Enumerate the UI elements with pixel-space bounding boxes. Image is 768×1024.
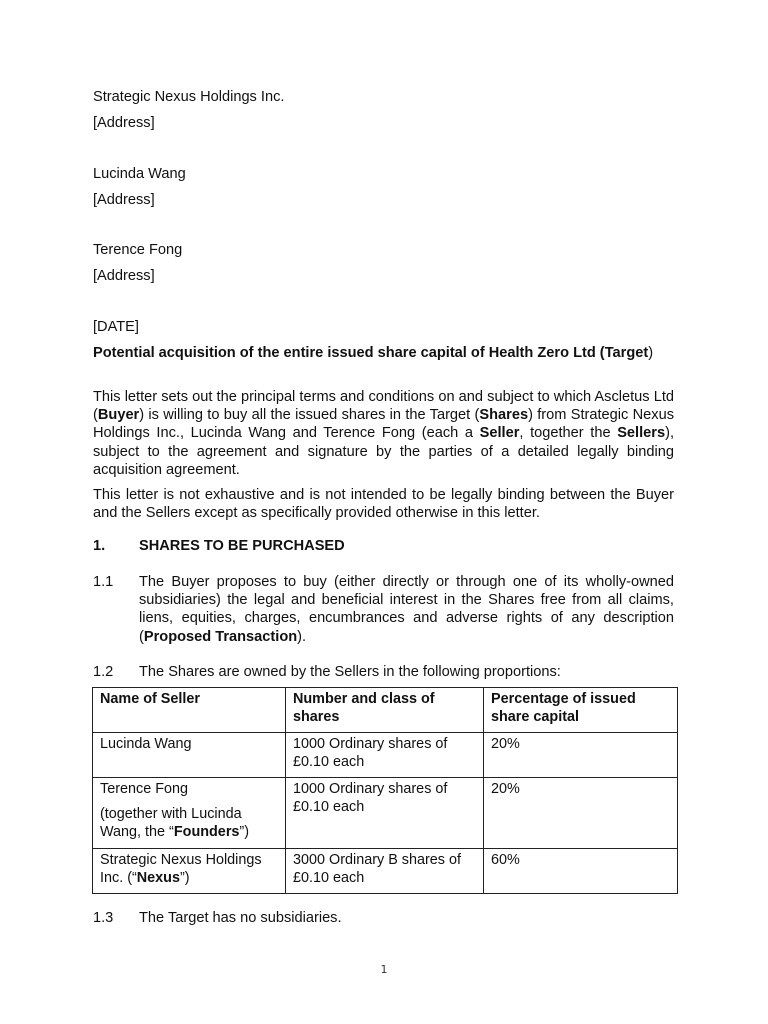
table-row	[93, 849, 678, 894]
percent-cell: 20%	[484, 733, 678, 778]
section-heading: SHARES TO BE PURCHASED	[139, 538, 345, 554]
intro-paragraph: This letter sets out the principal terms and conditions on and subject to which Ascletus Ltd (Buyer) is willing to buy all the issued shares in the Target (Shares) from Strategic Nexus Holdings Inc., Lucinda Wang and Terence Fong (each a Seller, together the Sellers), subject to the agreement and signature by the parties of a detailed legally binding acquisition agreement.	[93, 389, 674, 478]
clause-number: 1.1	[93, 574, 114, 590]
shares-cell: 3000 Ordinary B shares of £0.10 each	[286, 849, 484, 894]
addressee-name: Terence Fong	[93, 242, 183, 258]
non-binding-paragraph: This letter is not exhaustive and is not intended to be legally binding between the Buyer and the Sellers except as specifically provided otherwise in this letter.	[93, 487, 674, 522]
subject-heading: Potential acquisition of the entire issued share capital of Health Zero Ltd (Target)	[93, 345, 654, 361]
seller-cell: Lucinda Wang	[93, 733, 286, 778]
clause-1-2: The Shares are owned by the Sellers in the following proportions:	[139, 664, 561, 680]
percent-cell: 60%	[484, 849, 678, 894]
addressee-address: [Address]	[93, 268, 155, 284]
table-row	[93, 778, 678, 849]
seller-cell: Terence Fong (together with Lucinda Wang, the “Founders”)	[93, 778, 286, 849]
letter-date: [DATE]	[93, 319, 139, 335]
shares-cell: 1000 Ordinary shares of £0.10 each	[286, 778, 484, 849]
seller-cell: Strategic Nexus Holdings Inc. (“Nexus”)	[93, 849, 286, 894]
clause-number: 1.2	[93, 664, 114, 680]
header-cell: Name of Seller	[93, 688, 286, 733]
addressee-name: Strategic Nexus Holdings Inc.	[93, 89, 285, 105]
header-cell: Percentage of issued share capital	[484, 688, 678, 733]
header-cell: Number and class of shares	[286, 688, 484, 733]
clause-1-3: The Target has no subsidiaries.	[139, 910, 342, 926]
percent-cell: 20%	[484, 778, 678, 849]
clause-number: 1.3	[93, 910, 114, 926]
table-header-row	[93, 688, 678, 733]
shares-cell: 1000 Ordinary shares of £0.10 each	[286, 733, 484, 778]
table-row	[93, 733, 678, 778]
addressee-address: [Address]	[93, 192, 155, 208]
page-number: 1	[380, 963, 388, 976]
addressee-name: Lucinda Wang	[93, 166, 186, 182]
seller-shareholding-table	[92, 687, 678, 894]
clause-1-1: The Buyer proposes to buy (either directly or through one of its wholly-owned subsidiaries) the legal and beneficial interest in the Shares free from all claims, liens, equities, charges, encumbrances and adverse rights of any description (Proposed Transaction).	[139, 574, 674, 645]
section-number: 1.	[93, 538, 106, 554]
addressee-address: [Address]	[93, 115, 155, 131]
